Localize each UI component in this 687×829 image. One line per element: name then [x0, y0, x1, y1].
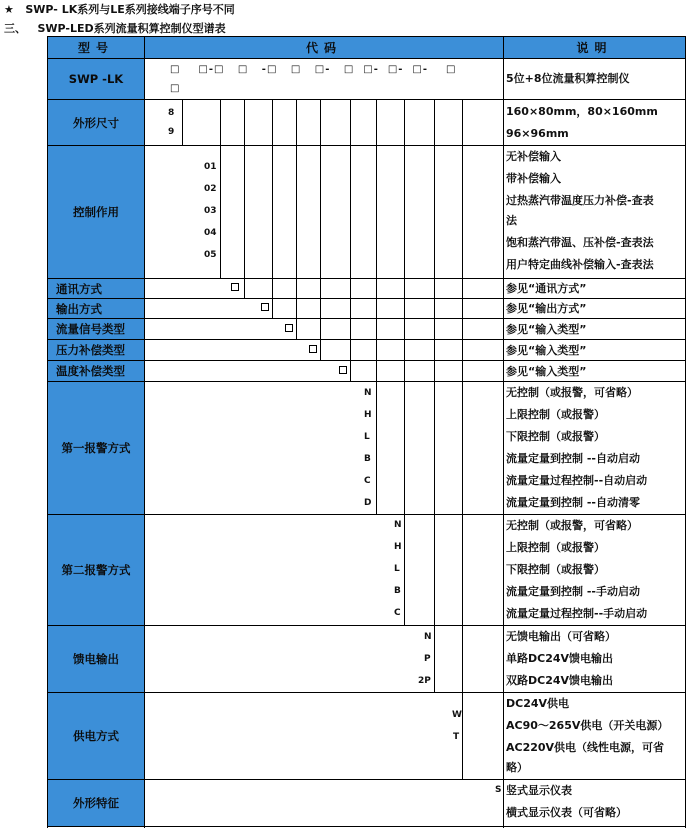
comm-desc: 参见“通讯方式” [506, 282, 587, 295]
comm-box-icon [231, 283, 239, 291]
power-desc: 略） [506, 761, 528, 774]
temp-box-icon [339, 366, 347, 374]
pressure-desc: 参见“输入类型” [506, 344, 587, 357]
alarm1-code: H [364, 410, 372, 420]
feed-desc: 无馈电输出（可省略） [506, 630, 616, 643]
section-number: 三、 [4, 22, 26, 35]
control-desc: 法 [506, 214, 517, 227]
control-code: 01 [204, 162, 217, 172]
row-label-temp: 温度补偿类型 [48, 361, 144, 381]
control-code: 03 [204, 206, 217, 216]
alarm2-code: C [394, 608, 401, 618]
power-code: T [453, 732, 460, 742]
power-code: W [452, 710, 462, 720]
alarm1-desc: 上限控制（或报警） [506, 408, 605, 421]
row-label-feed: 馈电输出 [48, 626, 144, 692]
alarm2-desc: 无控制（或报警，可省略） [506, 519, 638, 532]
alarm1-code: B [364, 454, 371, 464]
alarm2-desc: 流量定量过程控制--手动启动 [506, 607, 648, 620]
row-label-control: 控制作用 [48, 146, 144, 278]
alarm2-desc: 上限控制（或报警） [506, 541, 605, 554]
alarm1-code: L [364, 432, 370, 442]
alarm2-code: N [394, 520, 402, 530]
row-label-comm: 通讯方式 [48, 279, 144, 298]
shape-desc: 横式显示仪表（可省略） [506, 806, 627, 819]
row-label-power: 供电方式 [48, 693, 144, 779]
model-desc: 5位+8位流量积算控制仪 [506, 72, 630, 85]
power-desc: AC220V供电（线性电源，可省 [506, 741, 665, 754]
star-icon: ★ [4, 3, 14, 16]
feed-code: 2P [418, 676, 431, 686]
alarm1-desc: 流量定量到控制 --自动启动 [506, 452, 640, 465]
col-head-model: 型号 [48, 37, 144, 58]
col-head-code: 代码 [145, 37, 503, 58]
flow-desc: 参见“输入类型” [506, 323, 587, 336]
control-desc: 过热蒸汽带温度压力补偿-查表 [506, 194, 654, 207]
control-desc: 用户特定曲线补偿输入-查表法 [506, 258, 654, 271]
pressure-box-icon [309, 345, 317, 353]
control-desc: 无补偿输入 [506, 150, 561, 163]
control-desc: 带补偿输入 [506, 172, 561, 185]
row-label-alarm1: 第一报警方式 [48, 382, 144, 514]
alarm2-code: B [394, 586, 401, 596]
feed-desc: 双路DC24V馈电输出 [506, 674, 614, 687]
alarm2-desc: 下限控制（或报警） [506, 563, 605, 576]
control-code: 05 [204, 250, 217, 260]
feed-desc: 单路DC24V馈电输出 [506, 652, 614, 665]
output-desc: 参见“输出方式” [506, 302, 587, 315]
col-head-desc: 说明 [504, 37, 685, 58]
shape-desc: 竖式显示仪表 [506, 784, 572, 797]
size-desc: 96×96mm [506, 127, 569, 140]
note-text: SWP- LK系列与LE系列接线端子序号不同 [25, 3, 235, 16]
size-code: 9 [168, 127, 175, 137]
size-desc: 160×80mm，80×160mm [506, 105, 658, 118]
model-code-pattern: □ □-□ □ -□ □ □- □ □- □- □- □ [170, 64, 457, 75]
temp-desc: 参见“输入类型” [506, 365, 587, 378]
alarm2-desc: 流量定量到控制 --手动启动 [506, 585, 640, 598]
power-desc: AC90～265V供电（开关电源） [506, 719, 669, 732]
section-title-text: SWP-LED系列流量积算控制仪型谱表 [37, 22, 226, 35]
row-label-shape: 外形特征 [48, 780, 144, 826]
model-code-pattern-tail: □ [170, 83, 180, 94]
flow-box-icon [285, 324, 293, 332]
row-label-alarm2: 第二报警方式 [48, 515, 144, 625]
control-code: 02 [204, 184, 217, 194]
row-label-model: SWP -LK [48, 59, 144, 99]
row-label-size: 外形尺寸 [48, 100, 144, 145]
feed-code: P [424, 654, 431, 664]
alarm1-desc: 流量定量过程控制--自动启动 [506, 474, 648, 487]
alarm1-code: N [364, 388, 372, 398]
row-label-flow: 流量信号类型 [48, 319, 144, 339]
size-code: 8 [168, 108, 175, 118]
feed-code: N [424, 632, 432, 642]
alarm1-code: D [364, 498, 372, 508]
shape-code: S [495, 785, 502, 795]
alarm2-code: H [394, 542, 402, 552]
row-label-output: 输出方式 [48, 299, 144, 318]
alarm1-desc: 无控制（或报警，可省略） [506, 386, 638, 399]
alarm2-code: L [394, 564, 400, 574]
output-box-icon [261, 303, 269, 311]
alarm1-code: C [364, 476, 371, 486]
alarm1-desc: 下限控制（或报警） [506, 430, 605, 443]
control-code: 04 [204, 228, 217, 238]
control-desc: 饱和蒸汽带温、压补偿-查表法 [506, 236, 654, 249]
power-desc: DC24V供电 [506, 697, 570, 710]
alarm1-desc: 流量定量到控制 --自动清零 [506, 496, 640, 509]
row-label-pressure: 压力补偿类型 [48, 340, 144, 360]
